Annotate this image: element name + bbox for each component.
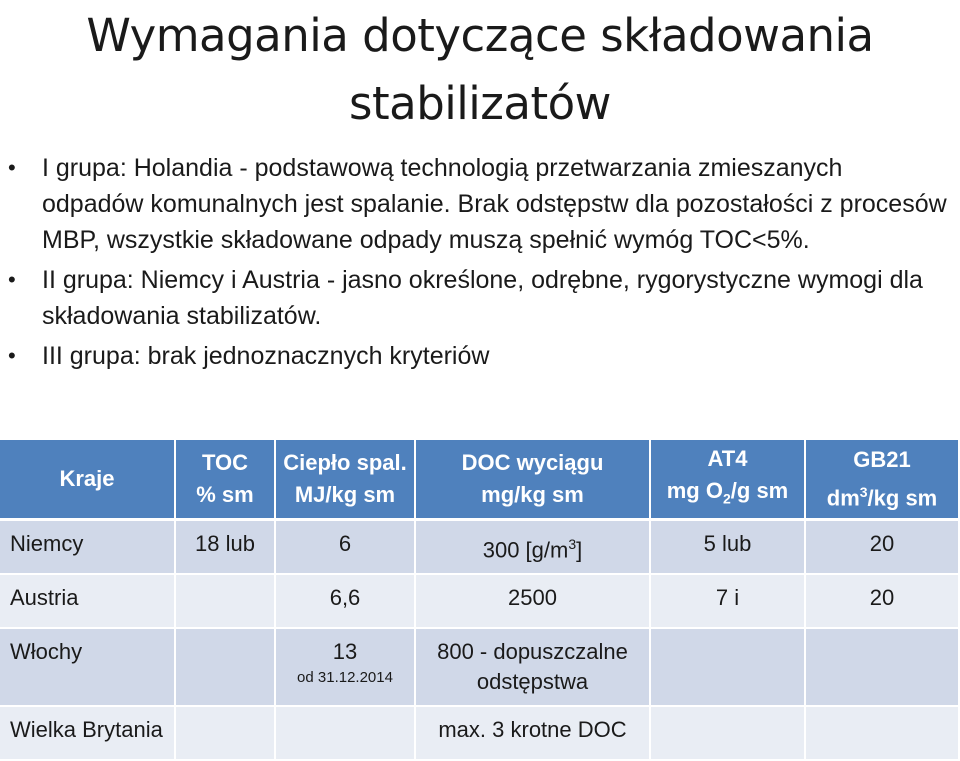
bullet-text: I grupa: Holandia - podstawową technologią przetwarzania zmieszanych odpadów komunalnych jest spalanie. Brak odstępstw dla pozostałości z procesów MBP, wszystkie składowane odpady muszą spełnić wymóg TOC<5%. xyxy=(42,154,947,254)
cell-kraj: Włochy xyxy=(0,628,175,706)
table-header-row xyxy=(0,440,958,520)
requirements-table xyxy=(0,440,958,761)
cell-cieplo xyxy=(275,706,415,760)
table-row xyxy=(0,628,958,706)
cell-gb21: 20 xyxy=(805,574,958,628)
cell-cieplo: 6 xyxy=(275,520,415,575)
bullet-list xyxy=(0,150,950,378)
cell-kraj: Austria xyxy=(0,574,175,628)
bullet-dot-icon: • xyxy=(8,155,16,180)
bullet-item xyxy=(0,150,950,258)
cell-cieplo: 6,6 xyxy=(275,574,415,628)
cell-cieplo: 13 od 31.12.2014 xyxy=(275,628,415,706)
header-toc: TOC % sm xyxy=(175,440,275,520)
cell-toc xyxy=(175,628,275,706)
cell-at4 xyxy=(650,628,805,706)
bullet-item xyxy=(0,338,950,374)
bullet-dot-icon: • xyxy=(8,343,16,368)
header-cieplo: Ciepło spal. MJ/kg sm xyxy=(275,440,415,520)
cell-toc: 18 lub xyxy=(175,520,275,575)
table-row xyxy=(0,520,958,575)
cell-doc: 800 - dopuszczalne odstępstwa xyxy=(415,628,650,706)
cell-at4: 5 lub xyxy=(650,520,805,575)
cell-toc xyxy=(175,574,275,628)
bullet-item xyxy=(0,262,950,334)
cell-toc xyxy=(175,706,275,760)
cell-at4: 7 i xyxy=(650,574,805,628)
cell-doc: max. 3 krotne DOC xyxy=(415,706,650,760)
title-line-1: Wymagania dotyczące składowania xyxy=(86,9,874,62)
header-kraje: Kraje xyxy=(0,440,175,520)
cell-at4 xyxy=(650,706,805,760)
cell-gb21: 20 xyxy=(805,520,958,575)
bullet-text: III grupa: brak jednoznacznych kryteriów xyxy=(42,342,490,370)
table-row xyxy=(0,706,958,760)
cell-gb21 xyxy=(805,706,958,760)
title-line-2: stabilizatów xyxy=(349,77,611,130)
cell-gb21 xyxy=(805,628,958,706)
header-gb21: GB21 $dm^3/kg$ sm xyxy=(805,440,958,520)
cell-doc: 2500 xyxy=(415,574,650,628)
cell-kraj: Niemcy xyxy=(0,520,175,575)
bullet-dot-icon: • xyxy=(8,267,16,292)
cell-doc: 300 $[g/m^3]$ xyxy=(415,520,650,575)
cell-kraj: Wielka Brytania xyxy=(0,706,175,760)
bullet-text: II grupa: Niemcy i Austria - jasno określone, odrębne, rygorystyczne wymogi dla składowania stabilizatów. xyxy=(42,266,923,330)
slide-title xyxy=(0,0,960,138)
header-doc: DOC wyciągu mg/kg sm xyxy=(415,440,650,520)
table-row xyxy=(0,574,958,628)
header-at4: AT4 mg $O_2/g$ sm xyxy=(650,440,805,520)
